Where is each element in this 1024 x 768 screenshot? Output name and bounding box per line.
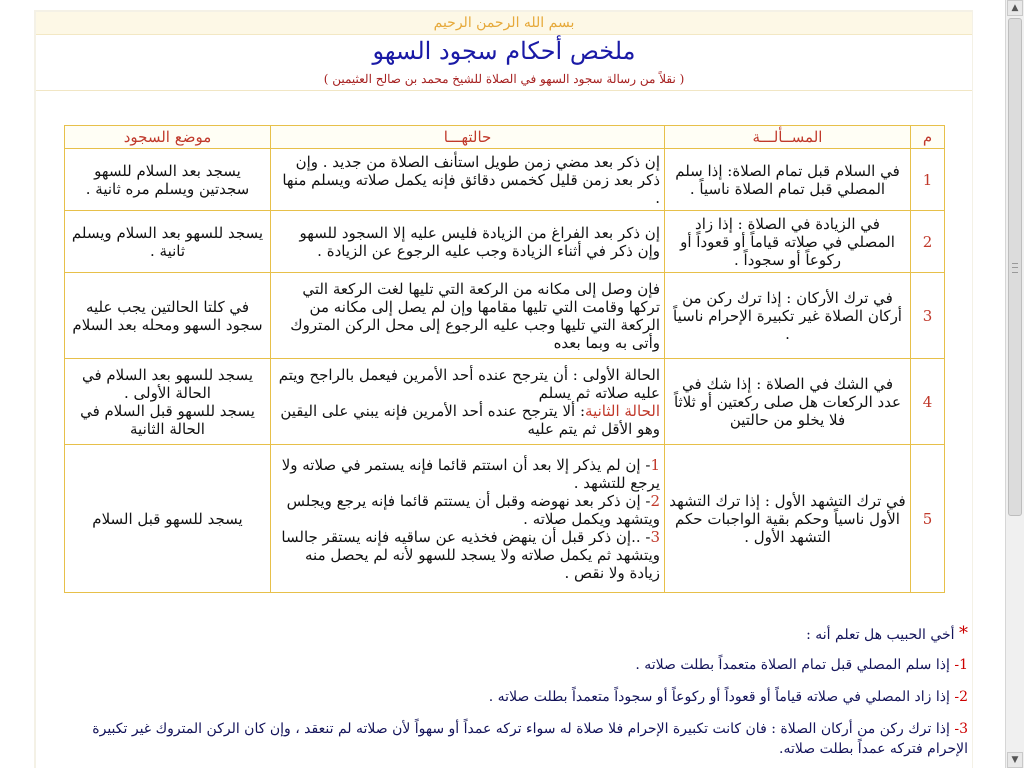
table-header-row: [65, 126, 945, 149]
note-item: [72, 719, 968, 759]
row-issue: في السلام قبل تمام الصلاة: إذا سلم المصلي قبل تمام الصلاة ناسياً .: [665, 149, 911, 211]
basmala: بسم الله الرحمن الرحيم: [36, 12, 972, 35]
table-row: [65, 211, 945, 273]
row-issue: في الزيادة في الصلاة : إذا زاد المصلي في صلاته قياماً أو قعوداً أو ركوعاً أو سجوداً .: [665, 211, 911, 273]
row-place: يسجد بعد السلام للسهو سجدتين ويسلم مره ثانية .: [65, 149, 271, 211]
row-place: يسجد للسهو بعد السلام ويسلم ثانية .: [65, 211, 271, 273]
column-header-issue: المســألـــة: [665, 126, 911, 149]
row-place: يسجد للسهو قبل السلام: [65, 445, 271, 593]
note-text: إذا زاد المصلي في صلاته قياماً أو قعوداً أو ركوعاً أو سجوداً متعمداً بطلت صلاته .: [488, 689, 950, 705]
column-header-case: حالتهـــا: [271, 126, 665, 149]
table-row: [65, 445, 945, 593]
column-header-place: موضع السجود: [65, 126, 271, 149]
notes-lead-text: أخي الحبيب هل تعلم أنه :: [806, 627, 955, 643]
scrollbar-thumb[interactable]: [1008, 18, 1022, 516]
row-case: إن ذكر بعد مضي زمن طويل استأنف الصلاة من جديد . وإن ذكر بعد زمن قليل كخمس دقائق فإنه يكمل صلاته ويسلم منها .: [271, 149, 665, 211]
row-case: [271, 445, 665, 593]
page-subtitle: ( نقلاً من رسالة سجود السهو في الصلاة للشيخ محمد بن صالح العثيمين ): [323, 72, 685, 86]
row-number: 2: [911, 211, 945, 273]
case-third: [275, 528, 660, 582]
case-second-label: الحالة الثانية: [585, 401, 660, 420]
notes-lead: [72, 624, 968, 645]
case-third-text: - ..إن ذكر قبل أن ينهض فخذيه عن ساقيه فإنه يستقر جالسا ويتشهد ثم يكمل صلاته ولا يسجد للسهو لأنه لم يحصل منه زيادة ولا نقص .: [281, 527, 660, 582]
column-header-num: م: [911, 126, 945, 149]
notes-section: [72, 624, 968, 768]
row-place: [65, 359, 271, 445]
scroll-down-arrow-icon[interactable]: ▼: [1007, 752, 1023, 768]
note-number: 1-: [954, 657, 968, 673]
row-number: 1: [911, 149, 945, 211]
document-page: [36, 12, 972, 768]
row-place: في كلتا الحالتين يجب عليه سجود السهو ومحله بعد السلام: [65, 273, 271, 359]
case-second: [275, 402, 660, 438]
note-item: [72, 687, 968, 707]
table-row: [65, 273, 945, 359]
note-number: 2-: [954, 689, 968, 705]
place-first: يسجد للسهو بعد السلام في الحالة الأولى .: [81, 365, 254, 402]
row-issue: في ترك التشهد الأول : إذا ترك التشهد الأول ناسياً وحكم بقية الواجبات حكم التشهد الأول .: [665, 445, 911, 593]
row-case: [271, 359, 665, 445]
row-issue: في ترك الأركان : إذا ترك ركن من أركان الصلاة غير تكبيرة الإحرام ناسياً .: [665, 273, 911, 359]
place-second: يسجد للسهو قبل السلام في الحالة الثانية: [80, 401, 255, 438]
row-issue: في الشك في الصلاة : إذا شك في عدد الركعات هل صلى ركعتين أو ثلاثاً فلا يخلو من حالتين: [665, 359, 911, 445]
case-second-text: : ألا يترجح عنده أحد الأمرين فإنه يبني على اليقين وهو الأقل ثم يتم عليه: [280, 401, 660, 438]
row-number: 5: [911, 445, 945, 593]
table-row: [65, 359, 945, 445]
note-number: 3-: [954, 721, 968, 737]
case-first: [275, 456, 660, 492]
case-second-text: - إن ذكر بعد نهوضه وقبل أن يستتم قائما فإنه يرجع ويجلس ويتشهد ويكمل صلاته .: [286, 491, 660, 528]
row-case: فإن وصل إلى مكانه من الركعة التي تليها لغت الركعة التي تركها وقامت التي تليها مقامها وإن لم يصل إلى مكانه من الركعة التي تليها وجب عليه الرجوع إلى محل الركن المتروك وأتى به وبما بعده: [271, 273, 665, 359]
table-row: [65, 149, 945, 211]
note-text: إذا سلم المصلي قبل تمام الصلاة متعمداً بطلت صلاته .: [635, 657, 950, 673]
star-icon: *: [959, 623, 968, 644]
case-first: الحالة الأولى : أن يترجح عنده أحد الأمرين فيعمل بالراجح ويتم عليه صلاته ثم يسلم: [278, 365, 660, 402]
case-first-text: - إن لم يذكر إلا بعد أن استتم قائما فإنه يستمر في صلاته ولا يرجع للتشهد .: [281, 455, 660, 492]
case-second: [275, 492, 660, 528]
scroll-up-arrow-icon[interactable]: ▲: [1007, 0, 1023, 16]
rules-table: [64, 125, 945, 593]
note-item: [72, 655, 968, 675]
scrollbar-grip-icon: [1012, 263, 1018, 273]
page-title: ملخص أحكام سجود السهو: [372, 37, 636, 65]
row-number: 4: [911, 359, 945, 445]
case-first-num: 1: [650, 455, 660, 474]
case-third-num: 3: [650, 527, 660, 546]
header-divider: [36, 90, 972, 91]
row-number: 3: [911, 273, 945, 359]
row-case: إن ذكر بعد الفراغ من الزيادة فليس عليه إلا السجود للسهو وإن ذكر في أثناء الزيادة وجب عليه الرجوع عن الزيادة .: [271, 211, 665, 273]
case-second-num: 2: [650, 491, 660, 510]
note-text: إذا ترك ركن من أركان الصلاة : فان كانت تكبيرة الإحرام فلا صلاة له سواء تركه عمداً أو سهواً لأن صلاته لم تنعقد ، وإن كان الركن المتروك غير تكبيرة الإحرام فتركه عمداً بطلت صلاته.: [92, 721, 968, 757]
vertical-scrollbar[interactable]: [1005, 0, 1024, 768]
